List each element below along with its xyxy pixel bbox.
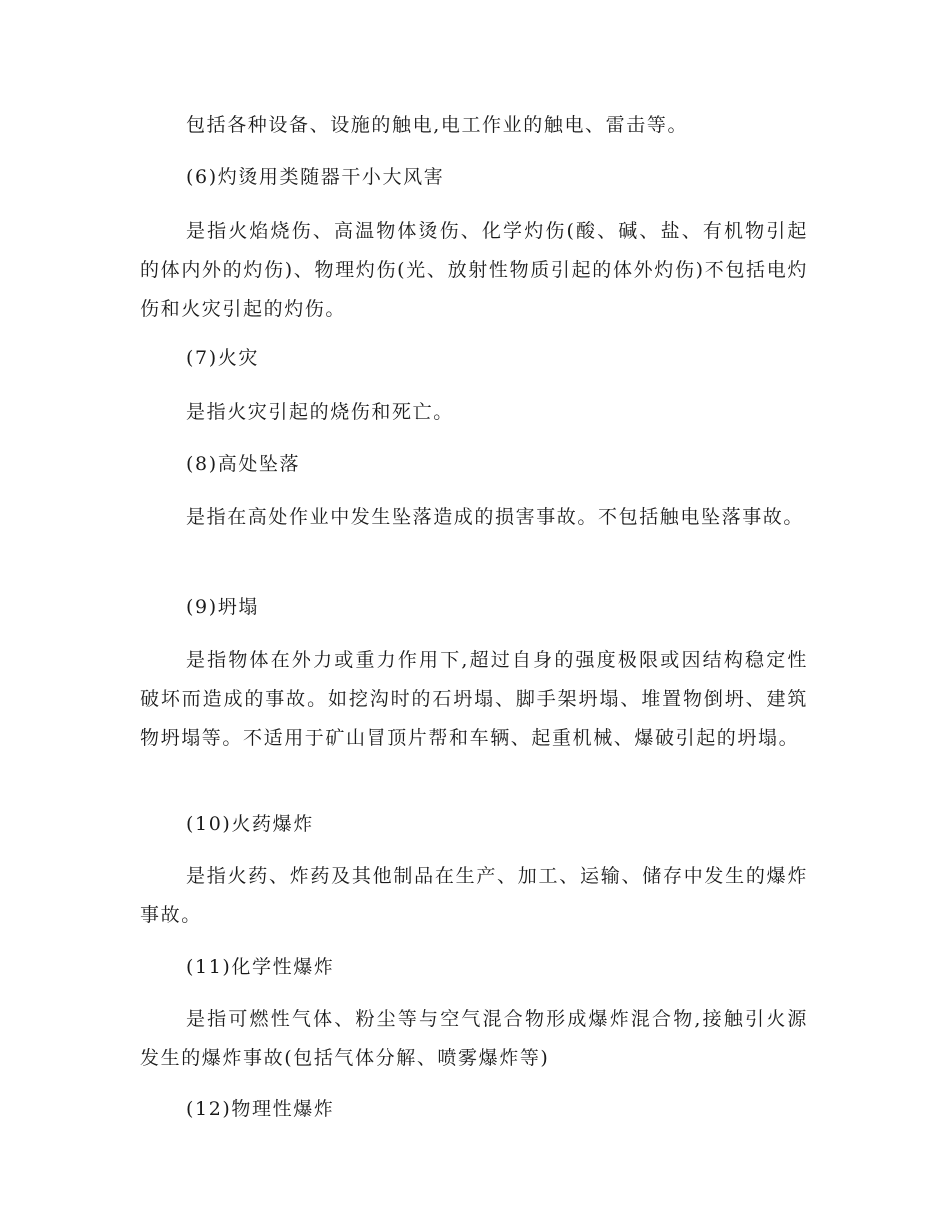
paragraph-chemical-desc: 是指可燃性气体、粉尘等与空气混合物形成爆炸混合物,接触引火源发生的爆炸事故(包括气体分解、喷雾爆炸等) — [140, 1008, 808, 1069]
heading-chemical-explosion: (11)化学性爆炸 — [186, 956, 335, 978]
heading-physical-explosion: (12)物理性爆炸 — [186, 1098, 335, 1120]
paragraph-explosives-desc: 是指火药、炸药及其他制品在生产、加工、运输、储存中发生的爆炸事故。 — [140, 865, 808, 926]
paragraph-fall-desc: 是指在高处作业中发生坠落造成的损害事故。不包括触电坠落事故。 — [186, 506, 805, 528]
paragraph-fire-desc: 是指火灾引起的烧伤和死亡。 — [186, 401, 454, 423]
heading-explosives-explosion: (10)火药爆炸 — [186, 813, 314, 835]
heading-collapse: (9)坍塌 — [186, 596, 259, 618]
paragraph-collapse-desc: 是指物体在外力或重力作用下,超过自身的强度极限或因结构稳定性破坏而造成的事故。如挖沟时的石坍塌、脚手架坍塌、堆置物倒坍、建筑物坍塌等。不适用于矿山冒顶片帮和车辆、起重机械、爆破引起的坍塌。 — [140, 649, 808, 749]
heading-burns: (6)灼烫用类随器干小大风害 — [186, 166, 445, 188]
heading-fire: (7)火灾 — [186, 347, 259, 369]
paragraph-burns-desc: 是指火焰烧伤、高温物体烫伤、化学灼伤(酸、碱、盐、有机物引起的体内外的灼伤)、物理灼伤(光、放射性物质引起的体外灼伤)不包括电灼伤和火灾引起的灼伤。 — [140, 220, 808, 320]
heading-fall-from-height: (8)高处坠落 — [186, 453, 301, 475]
paragraph-electric-shock-desc: 包括各种设备、设施的触电,电工作业的触电、雷击等。 — [186, 114, 689, 136]
